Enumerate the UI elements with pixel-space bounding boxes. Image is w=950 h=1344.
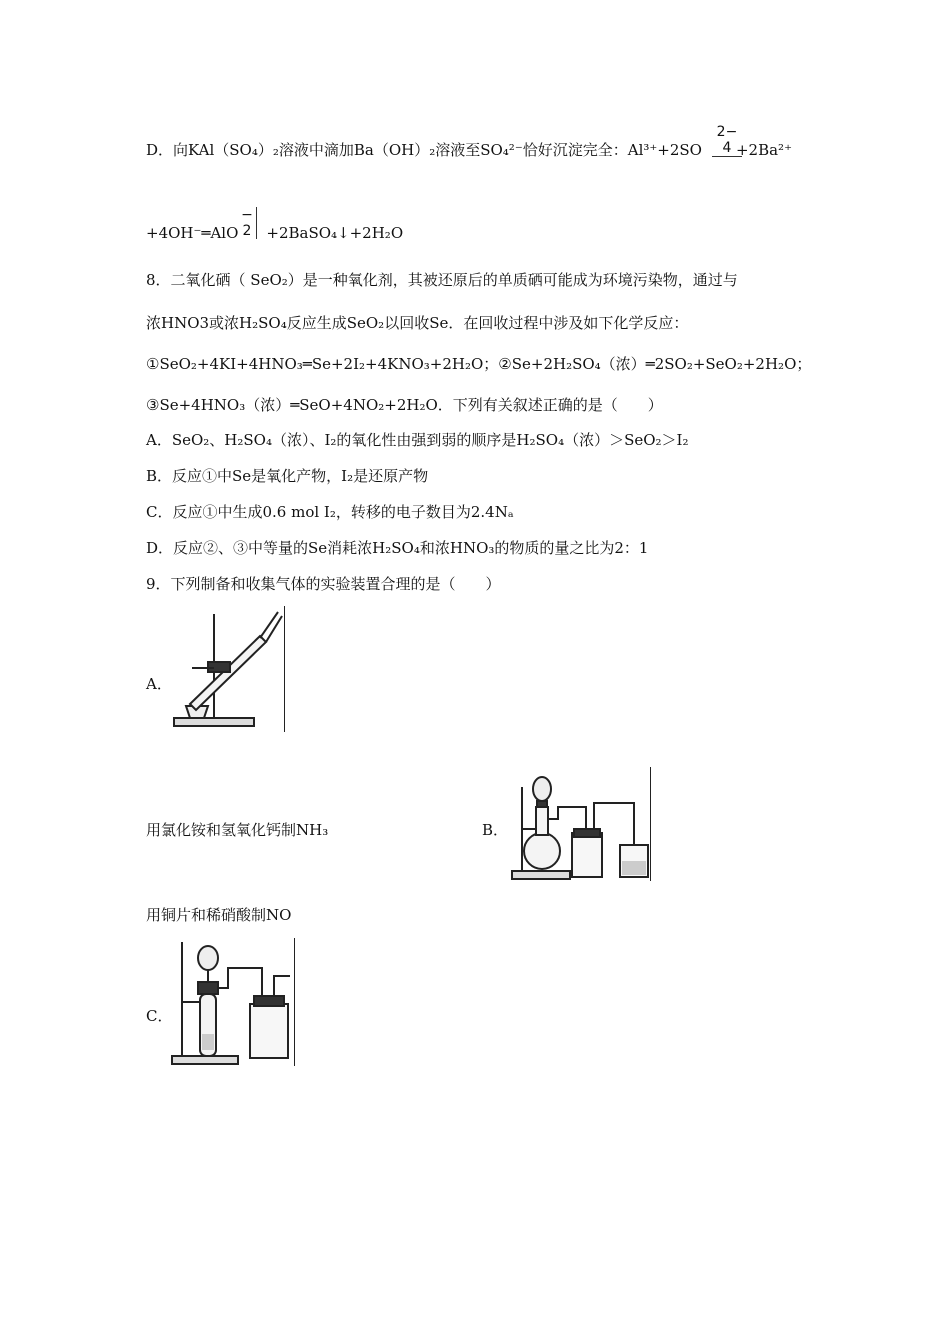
aluminate-charge-stack — [238, 207, 257, 239]
q8-reactions-1-2: ①SeO₂+4KI+4HNO₃═Se+2I₂+4KNO₃+2H₂O；②Se+2H₂SO₄（浓）═2SO₂+SeO₂+2H₂O； — [146, 355, 812, 373]
q8-option-d: D．反应②、③中等量的Se消耗浓H₂SO₄和浓HNO₃的物质的量之比为2：1 — [146, 539, 649, 557]
apparatus-a-drawing — [168, 606, 284, 732]
q7-option-d-line2-tail: +2BaSO₄↓+2H₂O — [266, 224, 404, 242]
sulfate-charge: 2− — [716, 124, 738, 140]
q7-option-d-line2-head: +4OH⁻═AlO — [146, 224, 239, 242]
q8-reaction-3: ③Se+4HNO₃（浓）═SeO+4NO₂+2H₂O．下列有关叙述正确的是（ ） — [146, 396, 663, 414]
q9-label-c: C． — [146, 1007, 173, 1025]
apparatus-b-drawing — [510, 767, 650, 881]
q8-stem-line2: 浓HNO3或浓H₂SO₄反应生成SeO₂以回收Se．在回收过程中涉及如下化学反应： — [146, 314, 689, 332]
q7-option-d-tail: +2Ba²⁺ — [735, 141, 792, 159]
apparatus-b-figure — [510, 767, 651, 881]
q7-option-d-line2 — [146, 223, 403, 243]
q8-option-b: B．反应①中Se是氧化产物，I₂是还原产物 — [146, 467, 429, 485]
aluminate-charge: − — [241, 207, 253, 223]
q9-stem: 9．下列制备和收集气体的实验装置合理的是（ ） — [146, 575, 501, 593]
q9-caption-a: 用氯化铵和氢氧化钙制NH₃ — [146, 821, 329, 839]
q9-label-a: A． — [146, 675, 172, 693]
apparatus-a-figure — [168, 606, 285, 732]
q9-caption-b: 用铜片和稀硝酸制NO — [146, 906, 292, 924]
q8-option-c: C．反应①中生成0.6 mol I₂，转移的电子数目为2.4Nₐ — [146, 503, 514, 521]
aluminate-subscript: 2 — [242, 223, 252, 239]
q9-label-b: B． — [482, 821, 509, 839]
apparatus-c-figure — [168, 938, 295, 1066]
q8-option-a: A．SeO₂、H₂SO₄（浓）、I₂的氧化性由强到弱的顺序是H₂SO₄（浓）＞SeO₂＞I₂ — [146, 431, 689, 449]
q8-stem-line1: 8．二氧化硒（ SeO₂）是一种氧化剂，其被还原后的单质硒可能成为环境污染物，通过与 — [146, 271, 738, 289]
q7-option-d-line1 — [146, 140, 792, 160]
apparatus-c-drawing — [168, 938, 294, 1066]
q7-option-d-text: D．向KAl（SO₄）₂溶液中滴加Ba（OH）₂溶液至SO₄²⁻恰好沉淀完全：Al³⁺+2SO — [146, 141, 702, 159]
sulfate-charge-stack — [712, 124, 742, 157]
sulfate-subscript: 4 — [712, 140, 742, 157]
